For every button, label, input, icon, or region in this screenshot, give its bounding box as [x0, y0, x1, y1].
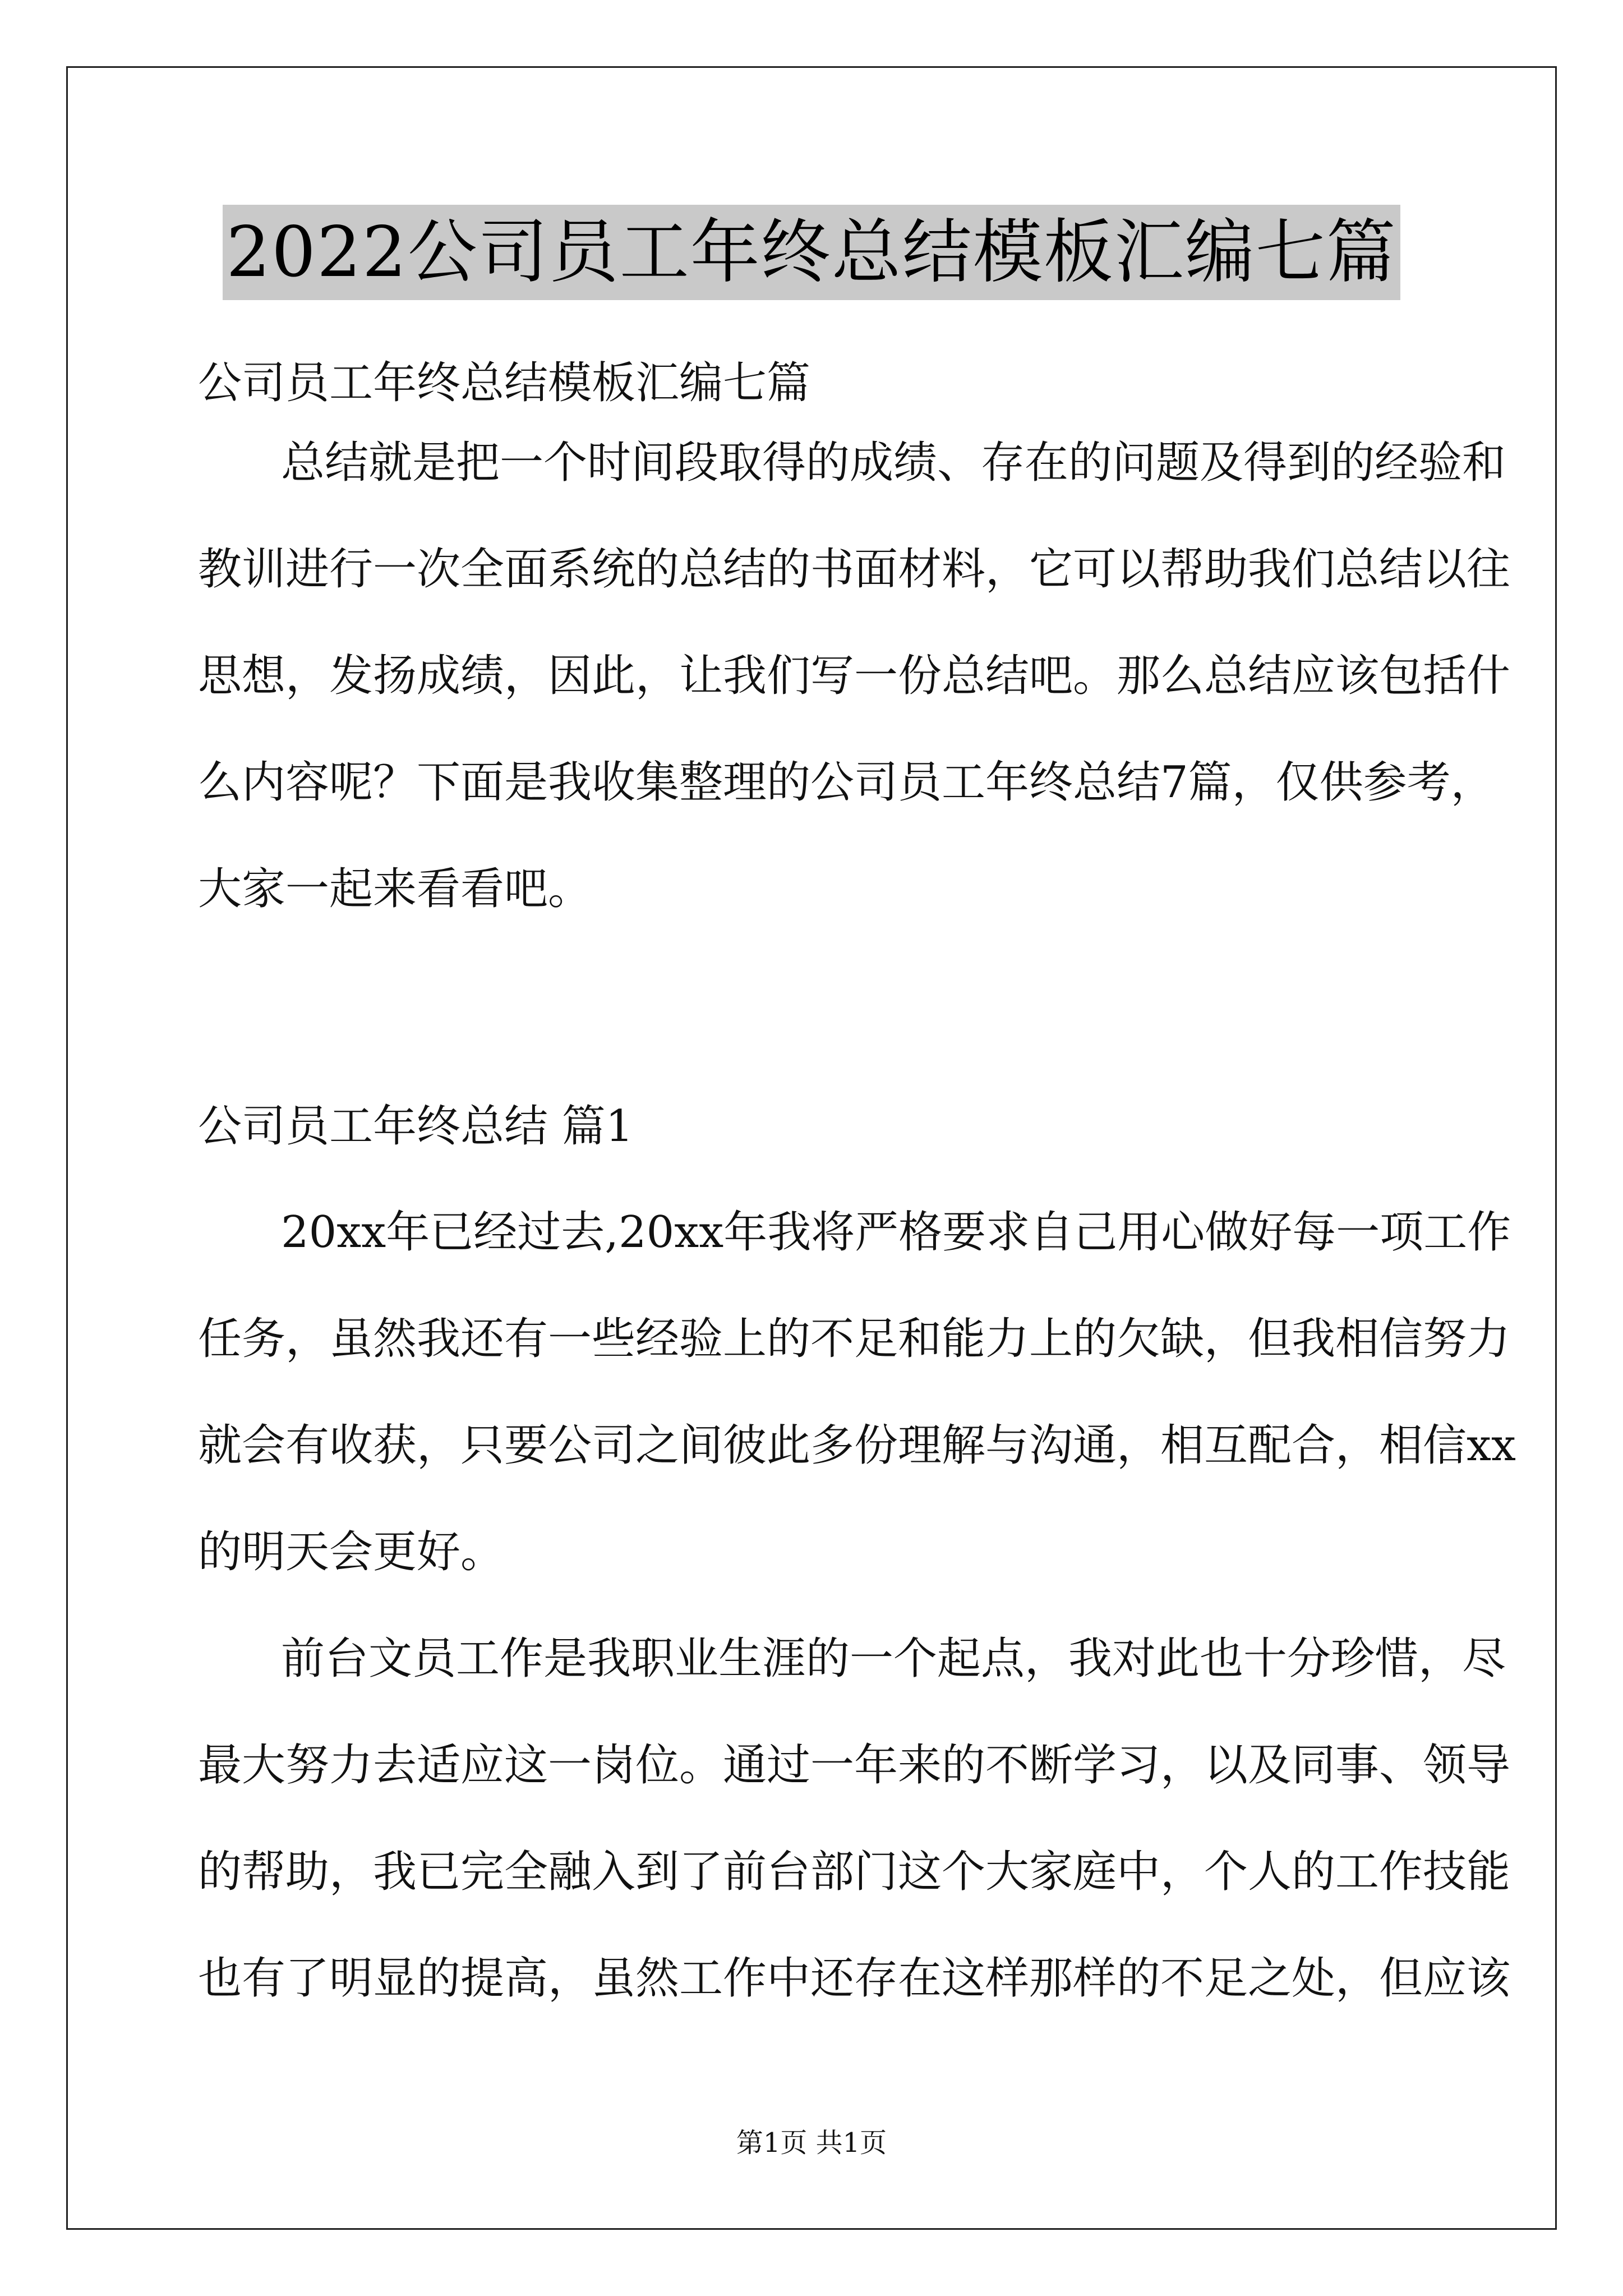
section-paragraph-2 — [198, 1628, 1511, 2054]
paragraph-line: 的帮助，我已完全融入到了前台部门这个大家庭中，个人的工作技能 — [198, 1847, 1511, 1897]
paragraph-line: 最大努力去适应这一岗位。通过一年来的不断学习，以及同事、领导 — [198, 1740, 1511, 1791]
paragraph-line: 大家一起来看看吧。 — [198, 864, 592, 914]
paragraph-line: 总结就是把一个时间段取得的成绩、存在的问题及得到的经验和 — [281, 438, 1506, 488]
paragraph-line: 就会有收获，只要公司之间彼此多份理解与沟通，相互配合，相信xx — [198, 1420, 1516, 1471]
paragraph-line: 么内容呢？下面是我收集整理的公司员工年终总结7篇，仅供参考， — [198, 757, 1495, 808]
page-footer: 第1页 共1页 — [736, 2127, 887, 2159]
paragraph-line: 20xx年已经过去,20xx年我将严格要求自己用心做好每一项工作 — [281, 1207, 1511, 1258]
paragraph-line: 任务，虽然我还有一些经验上的不足和能力上的欠缺，但我相信努力 — [198, 1314, 1511, 1364]
section-paragraph-1 — [198, 1202, 1516, 1628]
paragraph-line: 前台文员工作是我职业生涯的一个起点，我对此也十分珍惜，尽 — [281, 1634, 1506, 1684]
document-subtitle: 公司员工年终总结模板汇编七篇 — [198, 358, 811, 408]
paragraph-line: 思想，发扬成绩，因此，让我们写一份总结吧。那么总结应该包括什 — [198, 651, 1511, 701]
paragraph-line: 也有了明显的提高，虽然工作中还存在这样那样的不足之处，但应该 — [198, 1953, 1511, 2004]
intro-paragraph — [198, 432, 1511, 965]
title-container — [0, 205, 1623, 300]
document-title: 2022公司员工年终总结模板汇编七篇 — [223, 205, 1400, 300]
paragraph-line: 的明天会更好。 — [198, 1527, 505, 1577]
paragraph-line: 教训进行一次全面系统的总结的书面材料，它可以帮助我们总结以往 — [198, 544, 1511, 595]
section-heading: 公司员工年终总结 篇1 — [198, 1101, 634, 1152]
